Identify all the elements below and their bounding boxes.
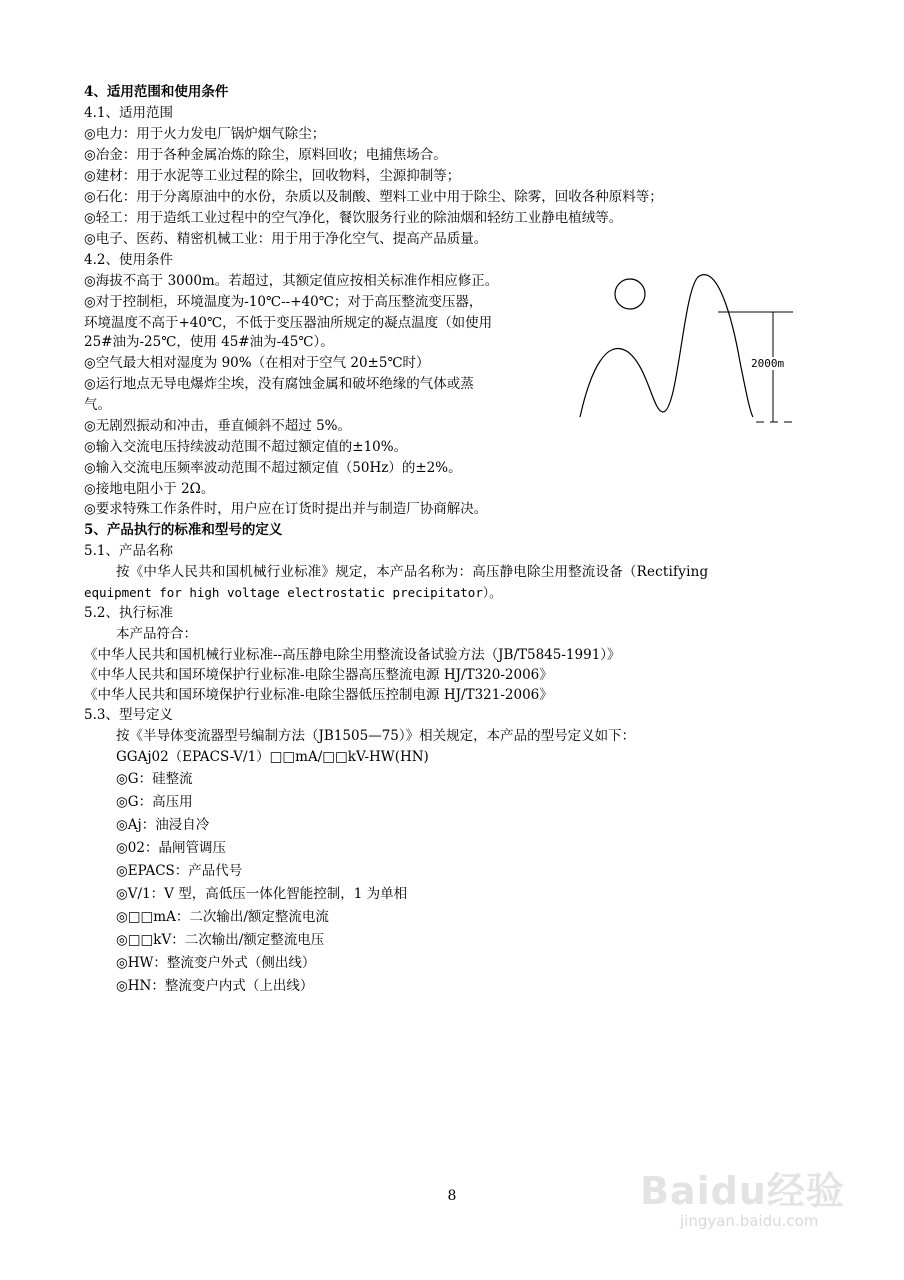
model-intro: 按《半导体变流器型号编制方法（JB1505—75）》相关规定，本产品的型号定义如下：: [116, 728, 636, 744]
mountain-sun-illustration: [568, 262, 808, 442]
section-4-title: 4、适用范围和使用条件: [84, 84, 229, 100]
condition-line: 25#油为-25℃，使用 45#油为-45℃）。: [84, 334, 334, 350]
model-item: ◎02：晶闸管调压: [116, 840, 226, 856]
condition-line: ◎输入交流电压频率波动范围不超过额定值（50Hz）的±2%。: [84, 460, 462, 476]
altitude-figure: [568, 262, 808, 442]
model-item: ◎EPACS：产品代号: [116, 863, 243, 879]
condition-line: ◎输入交流电压持续波动范围不超过额定值的±10%。: [84, 439, 408, 455]
section-5-1-title: 5.1、产品名称: [84, 543, 173, 559]
model-item: ◎□□mA：二次输出/额定整流电流: [116, 909, 329, 925]
altitude-label: 2000m: [751, 357, 785, 370]
condition-line: ◎接地电阻小于 2Ω。: [84, 481, 215, 497]
scope-item: ◎电力：用于火力发电厂锅炉烟气除尘；: [84, 126, 326, 142]
scope-item: ◎轻工：用于造纸工业过程中的空气净化，餐饮服务行业的除油烟和轻纺工业静电植绒等。: [84, 210, 623, 226]
scope-item: ◎冶金：用于各种金属冶炼的除尘，原料回收；电捕焦场合。: [84, 147, 447, 163]
condition-line: 环境温度不高于+40℃，不低于变压器油所规定的凝点温度（如使用: [84, 315, 493, 331]
scope-item: ◎电子、医药、精密机械工业：用于用于净化空气、提高产品质量。: [84, 231, 488, 247]
model-item: ◎G：硅整流: [116, 771, 193, 787]
standard-line: 《中华人民共和国机械行业标准--高压静电除尘用整流设备试验方法（JB/T5845-1991）》: [84, 647, 621, 663]
mountain-outline: [580, 275, 753, 417]
section-5-3-title: 5.3、型号定义: [84, 707, 173, 723]
product-name-line: equipment for high voltage electrostatic precipitator）。: [84, 585, 502, 600]
condition-line: ◎无剧烈振动和冲击，垂直倾斜不超过 5%。: [84, 418, 351, 434]
sun-icon: [615, 279, 645, 309]
condition-line: ◎对于控制柜，环境温度为-10℃--+40℃；对于高压整流变压器，: [84, 294, 483, 310]
model-item: ◎G：高压用: [116, 794, 193, 810]
page-number: 8: [447, 1188, 457, 1204]
condition-line: ◎运行地点无导电爆炸尘埃，没有腐蚀金属和破坏绝缘的气体或蒸: [84, 376, 474, 392]
condition-line: ◎空气最大相对湿度为 90%（在相对于空气 20±5℃时）: [84, 355, 430, 371]
section-4-2-title: 4.2、使用条件: [84, 252, 173, 268]
section-5-2-title: 5.2、执行标准: [84, 605, 173, 621]
model-item: ◎HW：整流变户外式（侧出线）: [116, 955, 316, 971]
scope-item: ◎石化：用于分离原油中的水份，杂质以及制酸、塑料工业中用于除尘、除雾，回收各种原料等；: [84, 189, 663, 205]
baidu-watermark: [640, 1160, 880, 1240]
model-item: ◎HN：整流变户内式（上出线）: [116, 978, 314, 994]
standard-line: 《中华人民共和国环境保护行业标准-电除尘器高压整流电源 HJ/T320-2006》: [84, 667, 553, 683]
condition-line: ◎要求特殊工作条件时，用户应在订货时提出并与制造厂协商解决。: [84, 501, 488, 517]
model-item: ◎Aj：油浸自冷: [116, 817, 210, 833]
watermark-brand: Baidu经验: [640, 1169, 845, 1213]
watermark-url: jingyan.baidu.com: [680, 1212, 819, 1230]
scope-item: ◎建材：用于水泥等工业过程的除尘，回收物料，尘源抑制等；: [84, 168, 461, 184]
model-item: ◎□□kV：二次输出/额定整流电压: [116, 932, 325, 948]
section-5-title: 5、产品执行的标准和型号的定义: [84, 522, 283, 538]
model-code: GGAj02（EPACS-V/1）□□mA/□□kV-HW(HN): [116, 749, 429, 765]
condition-line: ◎海拔不高于 3000m。若超过，其额定值应按相关标准作相应修正。: [84, 273, 499, 289]
standards-intro: 本产品符合：: [116, 626, 197, 642]
product-name-line: 按《中华人民共和国机械行业标准》规定，本产品名称为：高压静电除尘用整流设备（Rectifying: [116, 564, 709, 580]
model-item: ◎V/1：V 型，高低压一体化智能控制，1 为单相: [116, 886, 408, 902]
section-4-1-title: 4.1、适用范围: [84, 105, 173, 121]
condition-line: 气。: [84, 397, 111, 413]
standard-line: 《中华人民共和国环境保护行业标准-电除尘器低压控制电源 HJ/T321-2006》: [84, 687, 553, 703]
